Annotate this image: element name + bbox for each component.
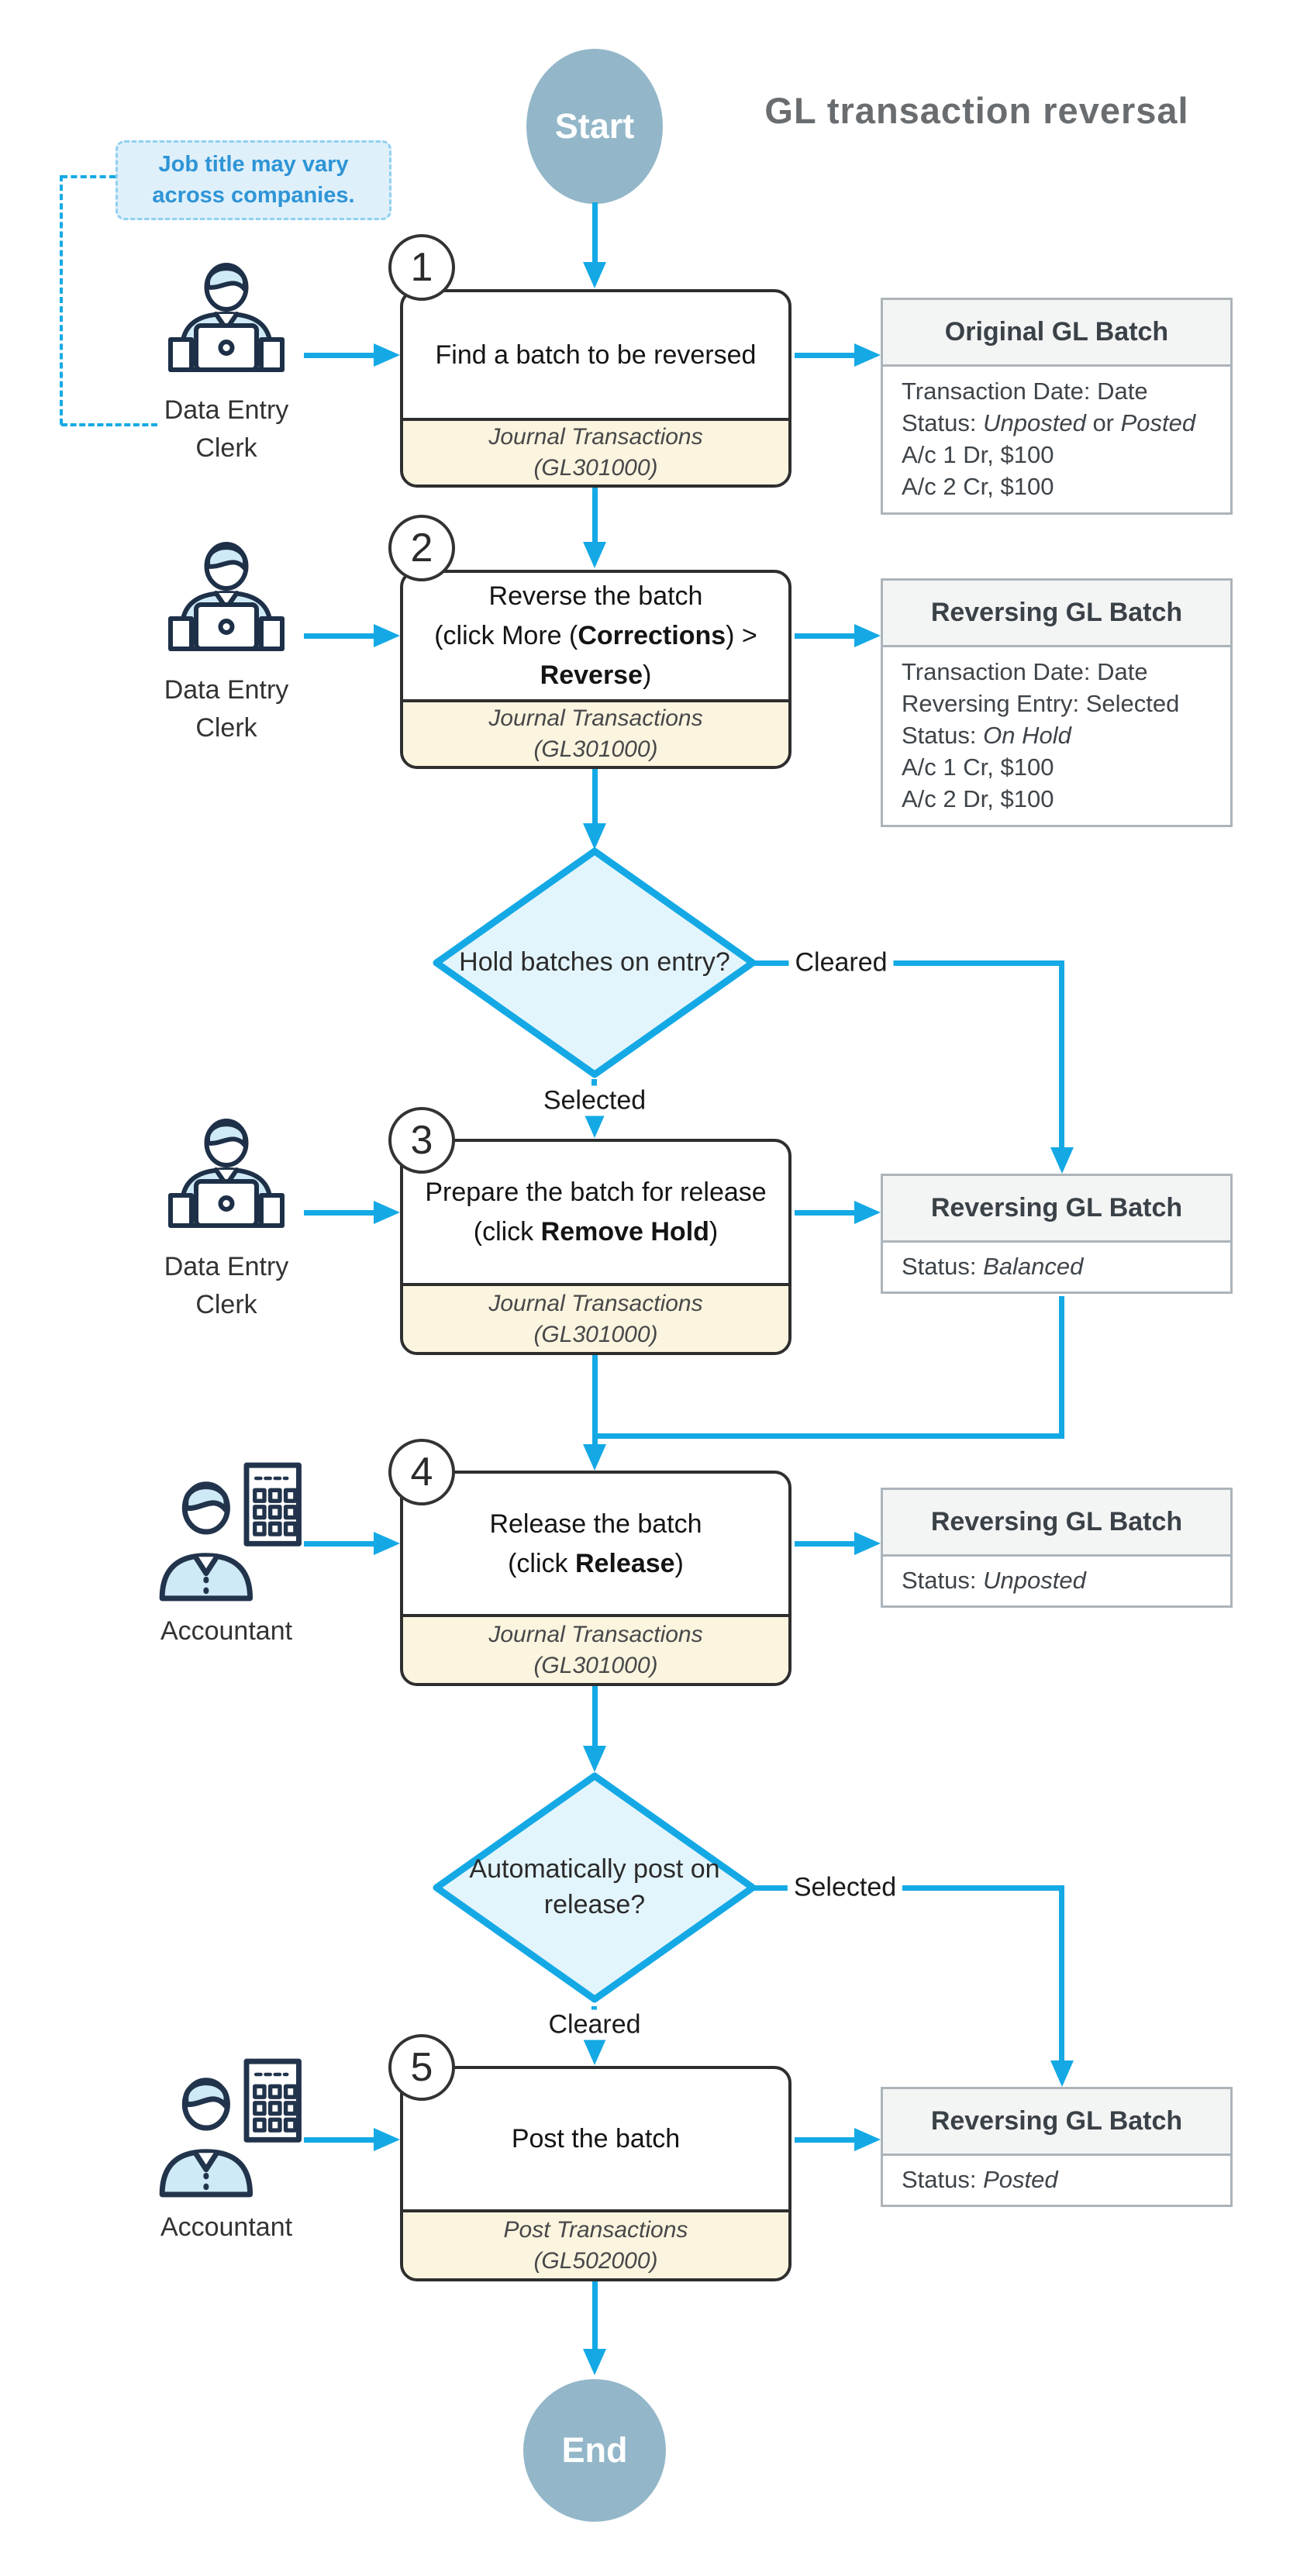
info3-body: Status: Balanced xyxy=(902,1253,1084,1281)
info5-body: Status: Posted xyxy=(902,2166,1058,2194)
data-entry-clerk-icon xyxy=(157,535,296,665)
info2-body: Transaction Date: Date Reversing Entry: Selected Status: On Hold A/c 1 Cr, $100 A/c 2 Dr, $100 xyxy=(902,658,1180,812)
step4-screen-footer: Journal Transactions (GL301000) xyxy=(403,1614,788,1683)
edge-step4-decision2 xyxy=(592,1686,598,1746)
step2-screen-footer: Journal Transactions (GL301000) xyxy=(403,699,788,766)
arrowhead-step3-info3 xyxy=(854,1201,881,1224)
step1-text: Find a batch to be reversed xyxy=(435,340,757,370)
info3-reversing-gl-batch xyxy=(881,1174,1233,1294)
edge-persona4-step4 xyxy=(304,1541,374,1547)
end-node xyxy=(523,2379,666,2522)
decision2-question: Automatically post on release? xyxy=(469,1854,720,1919)
info5-reversing-gl-batch xyxy=(881,2087,1233,2207)
step3-text: Prepare the batch for release (click Remove Hold) xyxy=(425,1178,767,1247)
step2-text: Reverse the batch (click More (Corrections) > Reverse) xyxy=(434,581,757,690)
note-line1: Job title may vary xyxy=(158,152,349,178)
step4-text: Release the batch (click Release) xyxy=(489,1509,702,1578)
edge-label-decision1-down: Selected xyxy=(537,1086,652,1116)
arrowhead-step2-decision1 xyxy=(583,823,606,850)
edge-persona5-step5 xyxy=(304,2137,374,2143)
arrowhead-step1-info1 xyxy=(854,343,881,367)
info1-original-gl-batch xyxy=(881,298,1233,515)
note-callout xyxy=(116,140,391,220)
info1-body: Transaction Date: Date Status: Unposted or Posted A/c 1 Dr, $100 A/c 2 Cr, $100 xyxy=(902,378,1196,500)
edge-label-decision2-right: Selected xyxy=(788,1873,902,1903)
arrowhead-step1-step2 xyxy=(583,542,606,568)
arrowhead-step5-info5 xyxy=(854,2128,881,2151)
edge-step1-info1 xyxy=(795,353,854,358)
step1-box xyxy=(400,289,792,488)
edge-step5-end xyxy=(592,2281,598,2349)
arrowhead-step4-info4 xyxy=(854,1532,881,1555)
step2-box xyxy=(400,570,792,769)
step3-number-badge: 3 xyxy=(388,1107,455,1174)
arrowhead-step3-step4 xyxy=(583,1444,606,1471)
data-entry-clerk-icon xyxy=(157,1112,296,1242)
arrowhead-step5-end xyxy=(583,2349,606,2375)
edge-step3-step4 xyxy=(592,1355,598,1444)
start-node xyxy=(526,49,663,204)
info3-title: Reversing GL Batch xyxy=(883,1176,1230,1243)
arrowhead-persona3-step3 xyxy=(374,1201,400,1224)
end-label: End xyxy=(561,2430,628,2470)
persona5-label: Accountant xyxy=(160,2212,293,2242)
step5-box xyxy=(400,2066,792,2281)
accountant-icon xyxy=(151,1460,306,1603)
edge-step2-decision1 xyxy=(592,769,598,823)
arrowhead-decision2-info5 xyxy=(1050,2060,1074,2087)
edge-decision2-selected-vertical xyxy=(1059,1885,1064,2060)
info2-reversing-gl-batch xyxy=(881,578,1233,827)
edge-decision1-cleared-vertical xyxy=(1059,960,1064,1147)
arrowhead-decision1-info3 xyxy=(1050,1147,1074,1174)
info5-title: Reversing GL Batch xyxy=(883,2089,1230,2156)
step5-text: Post the batch xyxy=(511,2124,681,2154)
note-connector-top xyxy=(61,175,116,178)
edge-step2-info2 xyxy=(795,633,854,639)
step4-box xyxy=(400,1471,792,1686)
info2-title: Reversing GL Batch xyxy=(883,581,1230,647)
info4-reversing-gl-batch xyxy=(881,1488,1233,1608)
edge-label-decision1-right: Cleared xyxy=(788,948,893,978)
arrowhead-persona2-step2 xyxy=(374,624,400,647)
info4-title: Reversing GL Batch xyxy=(883,1490,1230,1557)
edge-persona2-step2 xyxy=(304,633,374,639)
arrowhead-step2-info2 xyxy=(854,624,881,647)
persona4-label: Accountant xyxy=(160,1616,293,1646)
arrowhead-persona5-step5 xyxy=(374,2128,400,2151)
note-connector-bottom xyxy=(61,423,157,426)
page-title: GL transaction reversal xyxy=(764,90,1189,131)
note-line2: across companies. xyxy=(152,182,355,208)
edge-label-decision2-down: Cleared xyxy=(542,2010,647,2040)
persona2-label: Data Entry Clerk xyxy=(164,675,289,743)
arrowhead-decision2-step5 xyxy=(583,2039,606,2065)
edge-info3-merge xyxy=(592,1433,1064,1439)
arrowhead-persona4-step4 xyxy=(374,1532,400,1555)
note-connector-vertical xyxy=(60,175,63,425)
step2-number-badge: 2 xyxy=(388,515,455,581)
data-entry-clerk-icon xyxy=(157,256,296,386)
persona3-label: Data Entry Clerk xyxy=(164,1252,289,1320)
start-label: Start xyxy=(554,106,635,146)
accountant-icon xyxy=(151,2057,306,2199)
step5-screen-footer: Post Transactions (GL502000) xyxy=(403,2209,788,2278)
step3-box xyxy=(400,1139,792,1355)
step1-number-badge: 1 xyxy=(388,234,455,301)
edge-step5-info5 xyxy=(795,2137,854,2143)
step3-screen-footer: Journal Transactions (GL301000) xyxy=(403,1283,788,1352)
step1-screen-footer: Journal Transactions (GL301000) xyxy=(403,418,788,485)
arrowhead-start-step1 xyxy=(583,262,606,288)
edge-start-step1 xyxy=(592,202,598,262)
step5-number-badge: 5 xyxy=(388,2034,455,2101)
edge-persona1-step1 xyxy=(304,353,374,358)
edge-step4-info4 xyxy=(795,1541,854,1547)
decision1-question: Hold batches on entry? xyxy=(459,947,730,978)
arrowhead-step4-decision2 xyxy=(583,1746,606,1772)
arrowhead-persona1-step1 xyxy=(374,343,400,367)
edge-step3-info3 xyxy=(795,1210,854,1216)
edge-step1-step2 xyxy=(592,488,598,542)
edge-persona3-step3 xyxy=(304,1210,374,1216)
step4-number-badge: 4 xyxy=(388,1439,455,1505)
persona1-label: Data Entry Clerk xyxy=(164,395,289,464)
edge-info3-down xyxy=(1059,1296,1064,1439)
info1-title: Original GL Batch xyxy=(883,300,1230,367)
info4-body: Status: Unposted xyxy=(902,1567,1086,1595)
